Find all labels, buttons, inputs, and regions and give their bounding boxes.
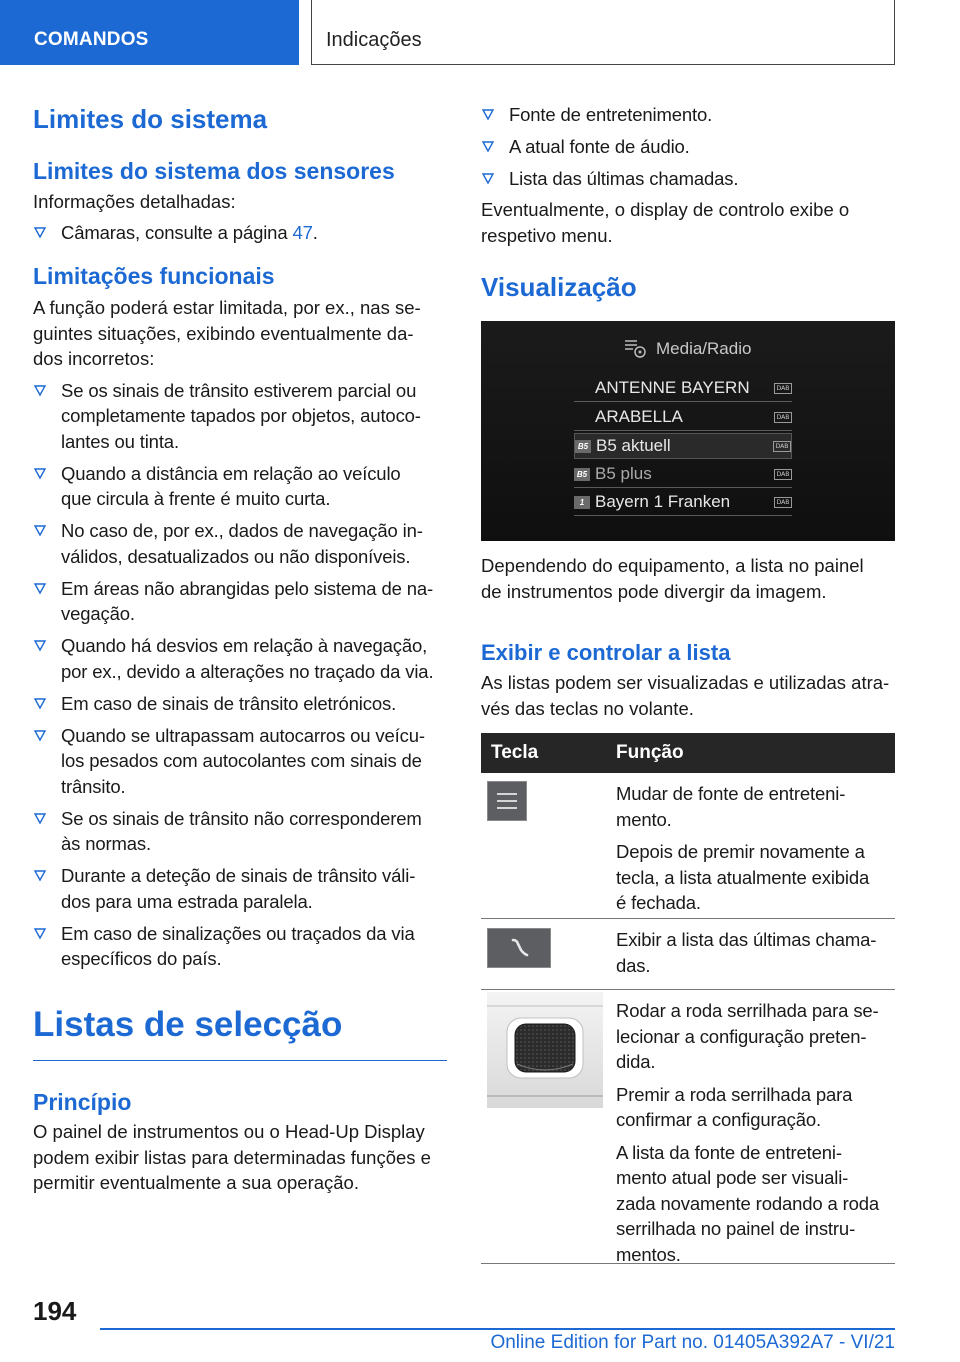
list-item: Em caso de sinalizações ou traçados da via específicos do país. [33,921,447,972]
list-item: Se os sinais de trânsito não corresponderem às normas. [33,806,447,857]
camera-list [33,220,447,246]
station-name: Bayern 1 Franken [595,492,731,511]
triangle-bullet-icon [33,465,47,483]
table-row [481,773,895,919]
list-key-icon [487,781,527,821]
list-item: A atual fonte de áudio. [481,134,895,160]
triangle-bullet-icon [33,727,47,745]
media-radio-screen-image [481,321,895,541]
list-contents [481,102,895,192]
col-function-header: Função [616,742,684,763]
triangle-bullet-icon [481,138,495,156]
right-column [481,102,895,304]
phone-key-icon [487,928,551,968]
station-name: B5 aktuell [596,436,671,455]
list-item: Lista das últimas chamadas. [481,166,895,192]
col-key-header: Tecla [491,742,539,763]
paragraph-listas: As listas podem ser visualizadas e utilizadas atra‐ vés das teclas no volante. [481,672,890,719]
right-column-lower [481,553,895,721]
dab-badge: DAB [773,441,791,452]
screen-title: Media/Radio [656,339,752,358]
heading-limites: Limites do sistema [33,104,268,134]
triangle-bullet-icon [33,695,47,713]
list-item: Se os sinais de trânsito estiverem parcial ou completamente tapados por objetos, autoco‐ lantes ou tinta. [33,378,447,455]
list-item: Câmaras, consulte a página 47. [33,220,447,246]
triangle-bullet-icon [33,580,47,598]
heading-principio: Princípio [33,1089,132,1115]
function-cell: Rodar a roda serrilhada para se‐ lecionar a configuração preten‐ dida. Premir a roda serrilhada para confirmar a configuração. A lista da fonte de entreteni‐ mento atual pode ser visuali‐ zada novamente rodando a roda serrilhada no painel de instru‐ mentos. [616,1000,880,1265]
paragraph-eventual: Eventualmente, o display de controlo exibe o respetivo menu. [481,199,850,246]
thumbwheel-icon [487,992,603,1108]
list-item: Em caso de sinais de trânsito eletrónicos. [33,691,447,717]
triangle-bullet-icon [33,810,47,828]
left-column [33,102,447,1196]
paragraph-principio: O painel de instrumentos ou o Head-Up Display podem exibir listas para determinadas funções e permitir eventualmente a sua operação. [33,1121,431,1193]
dab-badge: DAB [774,383,792,394]
heading-sensores: Limites do sistema dos sensores [33,158,395,184]
list-item: Quando se ultrapassam autocarros ou veícu‐ los pesados com autocolantes com sinais de trânsito. [33,723,447,800]
table-row [481,919,895,990]
limitations-list [33,378,447,972]
page-number: 194 [33,1296,77,1326]
triangle-bullet-icon [33,522,47,540]
dab-badge: DAB [774,469,792,480]
heading-visualizacao: Visualização [481,272,637,302]
chapter-header [311,0,895,65]
heading-exibir: Exibir e controlar a lista [481,640,731,665]
station-row [574,462,792,488]
list-item: Quando há desvios em relação à navegação, por ex., devido a alterações no traçado da via. [33,633,447,684]
paragraph-dependendo: Dependendo do equipamento, a lista no painel de instrumentos pode divergir da imagem. [481,555,864,602]
triangle-bullet-icon [33,925,47,943]
dab-badge: DAB [774,497,792,508]
triangle-bullet-icon [481,170,495,188]
list-item: No caso de, por ex., dados de navegação in‐ válidos, desatualizados ou não disponíveis. [33,518,447,569]
triangle-bullet-icon [33,224,47,242]
table-header [481,733,895,773]
function-cell: Mudar de fonte de entreteni‐ mento. Depois de premir novamente a tecla, a lista atualmente exibida é fechada. [616,783,870,913]
list-item: Quando a distância em relação ao veículo que circula à frente é muito curta. [33,461,447,512]
station-logo-icon: B5 [574,468,590,481]
list-item: Em áreas não abrangidas pelo sistema de na‐ vegação. [33,576,447,627]
triangle-bullet-icon [481,106,495,124]
heading-limitacoes: Limitações funcionais [33,263,275,289]
section-tab [0,0,299,65]
station-row [574,376,792,402]
key-function-table [481,733,895,1264]
section-title: COMANDOS [34,29,149,50]
media-icon [623,337,649,359]
edition-note: Online Edition for Part no. 01405A392A7 - VI/21 [490,1332,895,1353]
station-row [574,405,792,431]
station-name: ARABELLA [595,407,683,426]
paragraph-funcao: A função poderá estar limitada, por ex., nas se‐ guintes situações, exibindo eventualmente da‐ dos incorretos: [33,297,421,369]
station-logo-icon: B5 [575,440,591,453]
triangle-bullet-icon [33,382,47,400]
triangle-bullet-icon [33,867,47,885]
page-link[interactable]: 47 [292,221,313,243]
list-item: Fonte de entretenimento. [481,102,895,128]
heading-listas: Listas de selecção [33,1004,343,1044]
station-row [574,490,792,516]
station-logo-icon: 1 [574,496,590,509]
section-rule [33,1060,447,1062]
paragraph-info: Informações detalhadas: [33,191,236,212]
dab-badge: DAB [774,412,792,423]
station-row [574,433,792,459]
function-cell: Exibir a lista das últimas chama‐ das. [616,929,877,976]
chapter-title: Indicações [326,29,422,51]
footer-rule [100,1328,895,1330]
list-item: Durante a deteção de sinais de trânsito váli‐ dos para uma estrada paralela. [33,863,447,914]
station-name: ANTENNE BAYERN [595,378,750,397]
triangle-bullet-icon [33,637,47,655]
table-row [481,990,895,1264]
station-name: B5 plus [595,464,652,483]
